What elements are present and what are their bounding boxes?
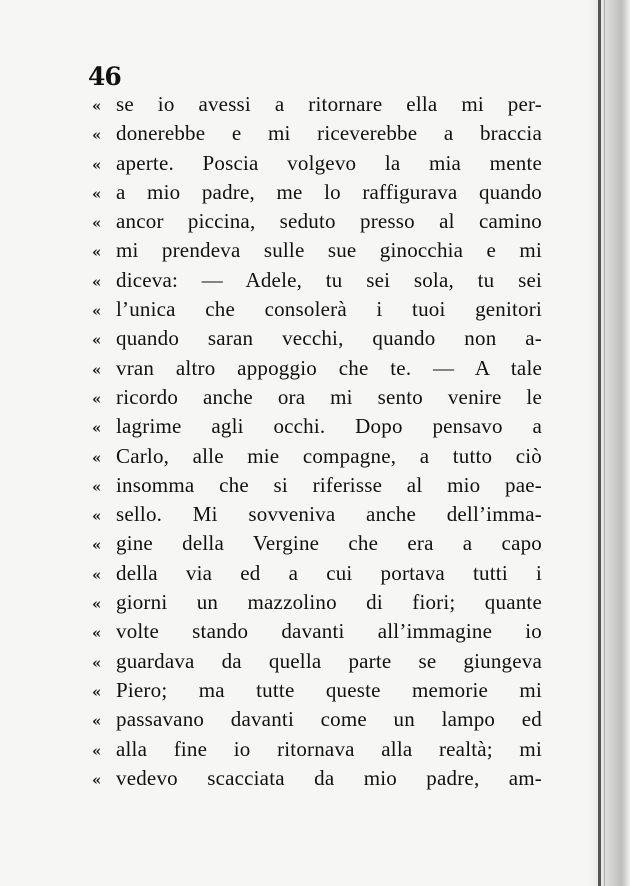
quotation-mark: «	[92, 682, 102, 701]
quotation-mark: «	[92, 624, 102, 643]
line-text: ancor piccina, seduto presso al camino	[116, 209, 542, 234]
quotation-mark: «	[92, 360, 102, 379]
text-line	[92, 354, 542, 383]
line-text: guardava da quella parte se giungeva	[116, 648, 542, 673]
quotation-mark: «	[92, 302, 102, 321]
quotation-mark: «	[92, 155, 102, 174]
text-line	[92, 559, 542, 588]
quotation-mark: «	[92, 741, 102, 760]
quotation-mark: «	[92, 389, 102, 408]
line-text: mi prendeva sulle sue ginocchia e mi	[116, 238, 542, 263]
text-line	[92, 324, 542, 353]
text-line	[92, 676, 542, 705]
text-line	[92, 705, 542, 734]
line-text: giorni un mazzolino di fiori; quante	[116, 590, 542, 615]
gutter-edge-line-faint	[604, 0, 605, 886]
quotation-mark: «	[92, 272, 102, 291]
text-line	[92, 647, 542, 676]
text-line	[92, 735, 542, 764]
text-line	[92, 529, 542, 558]
text-line	[92, 412, 542, 441]
text-line	[92, 149, 542, 178]
quotation-mark: «	[92, 448, 102, 467]
text-line	[92, 295, 542, 324]
line-text: gine della Vergine che era a capo	[116, 531, 542, 556]
text-line	[92, 207, 542, 236]
quotation-mark: «	[92, 243, 102, 262]
text-line	[92, 90, 542, 119]
text-line	[92, 442, 542, 471]
quotation-mark: «	[92, 653, 102, 672]
line-text: insomma che si riferisse al mio pae-	[116, 472, 542, 497]
line-text: quando saran vecchi, quando non a-	[116, 326, 542, 351]
text-line	[92, 764, 542, 793]
quotation-mark: «	[92, 331, 102, 350]
gutter-edge-line	[598, 0, 601, 886]
line-text: se io avessi a ritornare ella mi per-	[116, 92, 542, 116]
quotation-mark: «	[92, 565, 102, 584]
quotation-mark: «	[92, 712, 102, 731]
line-text: a mio padre, me lo raffigurava quando	[116, 179, 542, 204]
text-line	[92, 588, 542, 617]
quotation-mark: «	[92, 184, 102, 203]
line-text: passavano davanti come un lampo ed	[116, 707, 542, 732]
line-text: ricordo anche ora mi sento venire le	[116, 384, 542, 409]
quotation-mark: «	[92, 477, 102, 496]
text-line	[92, 500, 542, 529]
quotation-mark: «	[92, 419, 102, 438]
body-text	[92, 90, 542, 793]
quotation-mark: «	[92, 214, 102, 233]
page-number: 46	[88, 62, 121, 91]
text-line	[92, 617, 542, 646]
binding-gutter	[588, 0, 630, 886]
quotation-mark: «	[92, 507, 102, 526]
text-line	[92, 383, 542, 412]
quotation-mark: «	[92, 595, 102, 614]
line-text: l’unica che consolerà i tuoi genitori	[116, 297, 542, 322]
line-text: diceva: — Adele, tu sei sola, tu sei	[116, 267, 542, 292]
quotation-mark: «	[92, 536, 102, 555]
text-line	[92, 471, 542, 500]
line-text: lagrime agli occhi. Dopo pensavo a	[116, 414, 542, 439]
quotation-mark: «	[92, 97, 102, 115]
quotation-mark: «	[92, 126, 102, 145]
text-line	[92, 236, 542, 265]
text-line	[92, 119, 542, 148]
line-text: volte stando davanti all’immagine io	[116, 619, 542, 644]
line-text: donerebbe e mi riceverebbe a braccia	[116, 121, 542, 146]
line-text: Carlo, alle mie compagne, a tutto ciò	[116, 443, 542, 468]
line-text: Piero; ma tutte queste memorie mi	[116, 677, 542, 702]
quotation-mark: «	[92, 770, 102, 789]
line-text: aperte. Poscia volgevo la mia mente	[116, 150, 542, 175]
line-text: vran altro appoggio che te. — A tale	[116, 355, 542, 380]
line-text: della via ed a cui portava tutti i	[116, 560, 542, 585]
text-line	[92, 266, 542, 295]
text-line	[92, 178, 542, 207]
line-text: vedevo scacciata da mio padre, am-	[116, 765, 542, 790]
line-text: alla fine io ritornava alla realtà; mi	[116, 736, 542, 761]
line-text: sello. Mi sovveniva anche dell’imma-	[116, 502, 542, 527]
